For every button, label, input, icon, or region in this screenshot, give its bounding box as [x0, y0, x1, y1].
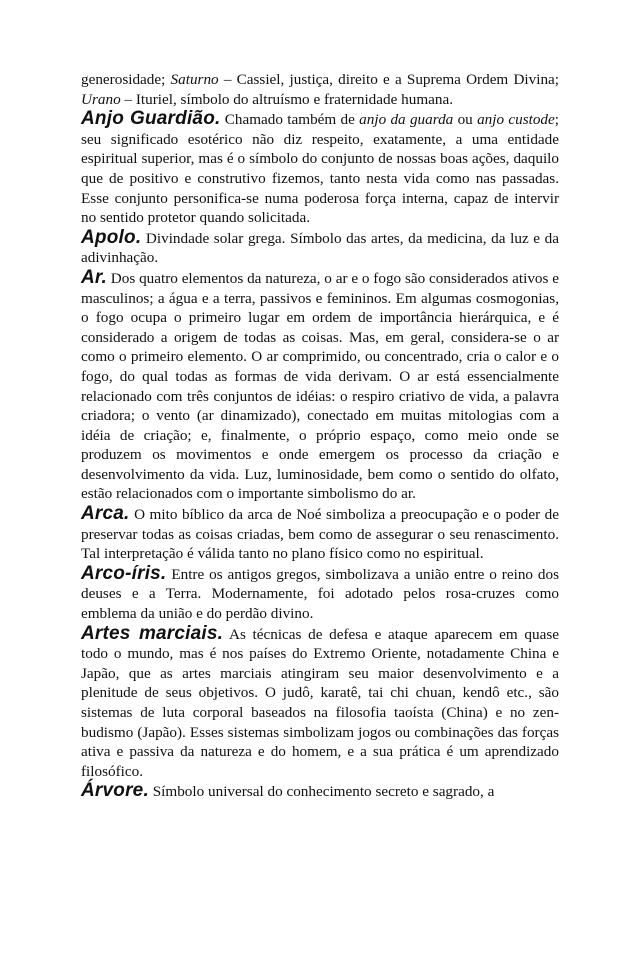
- intro-paragraph: [81, 70, 559, 109]
- entry-anjo-guardiao: [81, 109, 559, 228]
- entry-arvore: [81, 781, 559, 802]
- entry-term: Árvore.: [81, 780, 149, 802]
- entry-term: Anjo Guardião.: [81, 108, 221, 130]
- entry-arca: [81, 504, 559, 564]
- entry-text: Símbolo universal do conhecimento secreto e sagrado, a: [148, 783, 495, 801]
- entry-text: ; seu significado esotérico não diz respeito, exatamente, a uma entidade espiritual superior, mas é o símbolo do conjunto de nossas boas ações, daquilo que de positivo e construtivo fizemos, tanto nesta vida como nas passadas. Esse conjunto personifica-se numa poderosa força interna, capaz de intervir no sentido protetor quando solicitada.: [81, 111, 559, 227]
- entry-text: ou: [453, 111, 478, 129]
- entry-ar: [81, 268, 559, 504]
- italic-saturno: Saturno: [170, 71, 219, 88]
- entry-term: Arco-íris.: [81, 562, 167, 584]
- entry-term: Artes marciais.: [81, 622, 224, 644]
- italic-urano: Urano: [81, 90, 121, 108]
- document-page: [81, 70, 559, 802]
- entry-artes-marciais: [81, 624, 559, 782]
- intro-text: – Ituriel, símbolo do altruísmo e fraternidade humana.: [120, 90, 454, 108]
- entry-text: Dos quatro elementos da natureza, o ar e o fogo são considerados ativos e masculinos; a água e a terra, passivos e femininos. Em algumas cosmogonias, o fogo ocupa o primeiro lugar em ordem de importância hierárquica, e é considerado a origem de todas as coisas. Mas, em geral, considera-se o ar como o primeiro elemento. O ar comprimido, ou concentrado, cria o calor e o fogo, do qual todas as formas de vida derivam. O ar está essencialmente relacionado com três conjuntos de idéias: o respiro criativo de vida, a palavra criadora; o vento (ar dinamizado), conectado em muitas mitologias com a idéia de criação; e, finalmente, o próprio espaço, como meio onde se produzem os movimentos e onde emergem os processo da criação e desenvolvimento da vida. Luz, luminosidade, bem como o sentido do olfato, estão relacionados com o importante simbolismo do ar.: [81, 269, 559, 503]
- italic-anjo-da-guarda: anjo da guarda: [359, 111, 454, 129]
- entry-term: Apolo.: [81, 226, 142, 248]
- entry-term: Arca.: [81, 503, 130, 525]
- entry-text: Chamado também de: [220, 111, 360, 129]
- intro-text: generosidade;: [81, 71, 171, 88]
- entry-term: Ar.: [81, 266, 107, 288]
- entry-arco-iris: [81, 564, 559, 624]
- entry-text: Entre os antigos gregos, simbolizava a união entre o reino dos deuses e a Terra. Modernamente, foi adotado pelos rosa-cruzes como emblema da união e do perdão divino.: [81, 565, 559, 623]
- entry-apolo: [81, 228, 559, 268]
- italic-anjo-custode: anjo custode: [477, 111, 555, 129]
- entry-text: Divindade solar grega. Símbolo das artes, da medicina, da luz e da adivinhação.: [81, 229, 559, 267]
- entry-text: As técnicas de defesa e ataque aparecem em quase todo o mundo, mas é nos países do Extremo Oriente, notadamente China e Japão, que as artes marciais atingiram seu maior desenvolvimento e a plenitude de seus objetivos. O judô, karatê, tai chi chuan, kendô etc., são sistemas de luta corporal baseados na filosofia taoísta (China) e no zen-budismo (Japão). Esses sistemas simbolizam jogos ou combinações das forças ativa e passiva da natureza e do homem, e a sua prática é um aprendizado filosófico.: [81, 625, 559, 780]
- intro-text: – Cassiel, justiça, direito e a Suprema Ordem Divina;: [218, 71, 560, 88]
- entry-text: O mito bíblico da arca de Noé simboliza a preocupação e o poder de preservar todas as coisas criadas, bem como de assegurar o seu renascimento. Tal interpretação é válida tanto no plano físico como no espiritual.: [81, 506, 559, 563]
